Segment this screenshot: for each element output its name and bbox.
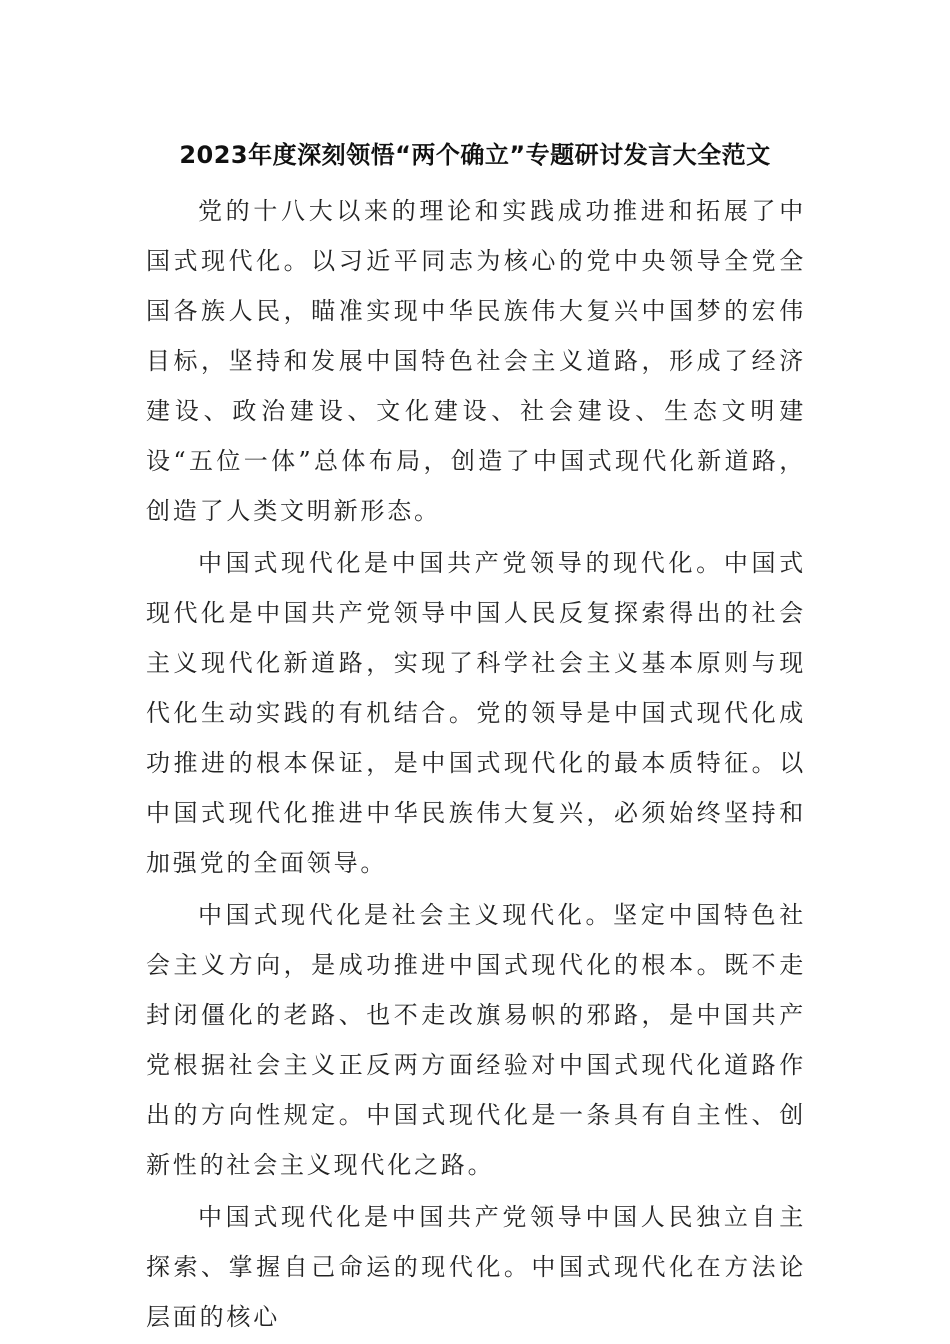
paragraph: 中国式现代化是中国共产党领导中国人民独立自主探索、掌握自己命运的现代化。中国式现代化在方法论层面的核心 bbox=[146, 1203, 806, 1331]
paragraph: 中国式现代化是社会主义现代化。坚定中国特色社会主义方向，是成功推进中国式现代化的根本。既不走封闭僵化的老路、也不走改旗易帜的邪路，是中国共产党根据社会主义正反两方面经验对中国式现代化道路作出的方向性规定。中国式现代化是一条具有自主性、创新性的社会主义现代化之路。 bbox=[146, 901, 806, 1179]
document-title: 2023年度深刻领悟“两个确立”专题研讨发言大全范文 bbox=[179, 141, 771, 169]
document-body bbox=[146, 186, 806, 1344]
paragraph: 党的十八大以来的理论和实践成功推进和拓展了中国式现代化。以习近平同志为核心的党中央领导全党全国各族人民，瞄准实现中华民族伟大复兴中国梦的宏伟目标，坚持和发展中国特色社会主义道路，形成了经济建设、政治建设、文化建设、社会建设、生态文明建设“五位一体”总体布局，创造了中国式现代化新道路，创造了人类文明新形态。 bbox=[146, 197, 806, 525]
paragraph: 中国式现代化是中国共产党领导的现代化。中国式现代化是中国共产党领导中国人民反复探索得出的社会主义现代化新道路，实现了科学社会主义基本原则与现代化生动实践的有机结合。党的领导是中国式现代化成功推进的根本保证，是中国式现代化的最本质特征。以中国式现代化推进中华民族伟大复兴，必须始终坚持和加强党的全面领导。 bbox=[146, 549, 806, 877]
